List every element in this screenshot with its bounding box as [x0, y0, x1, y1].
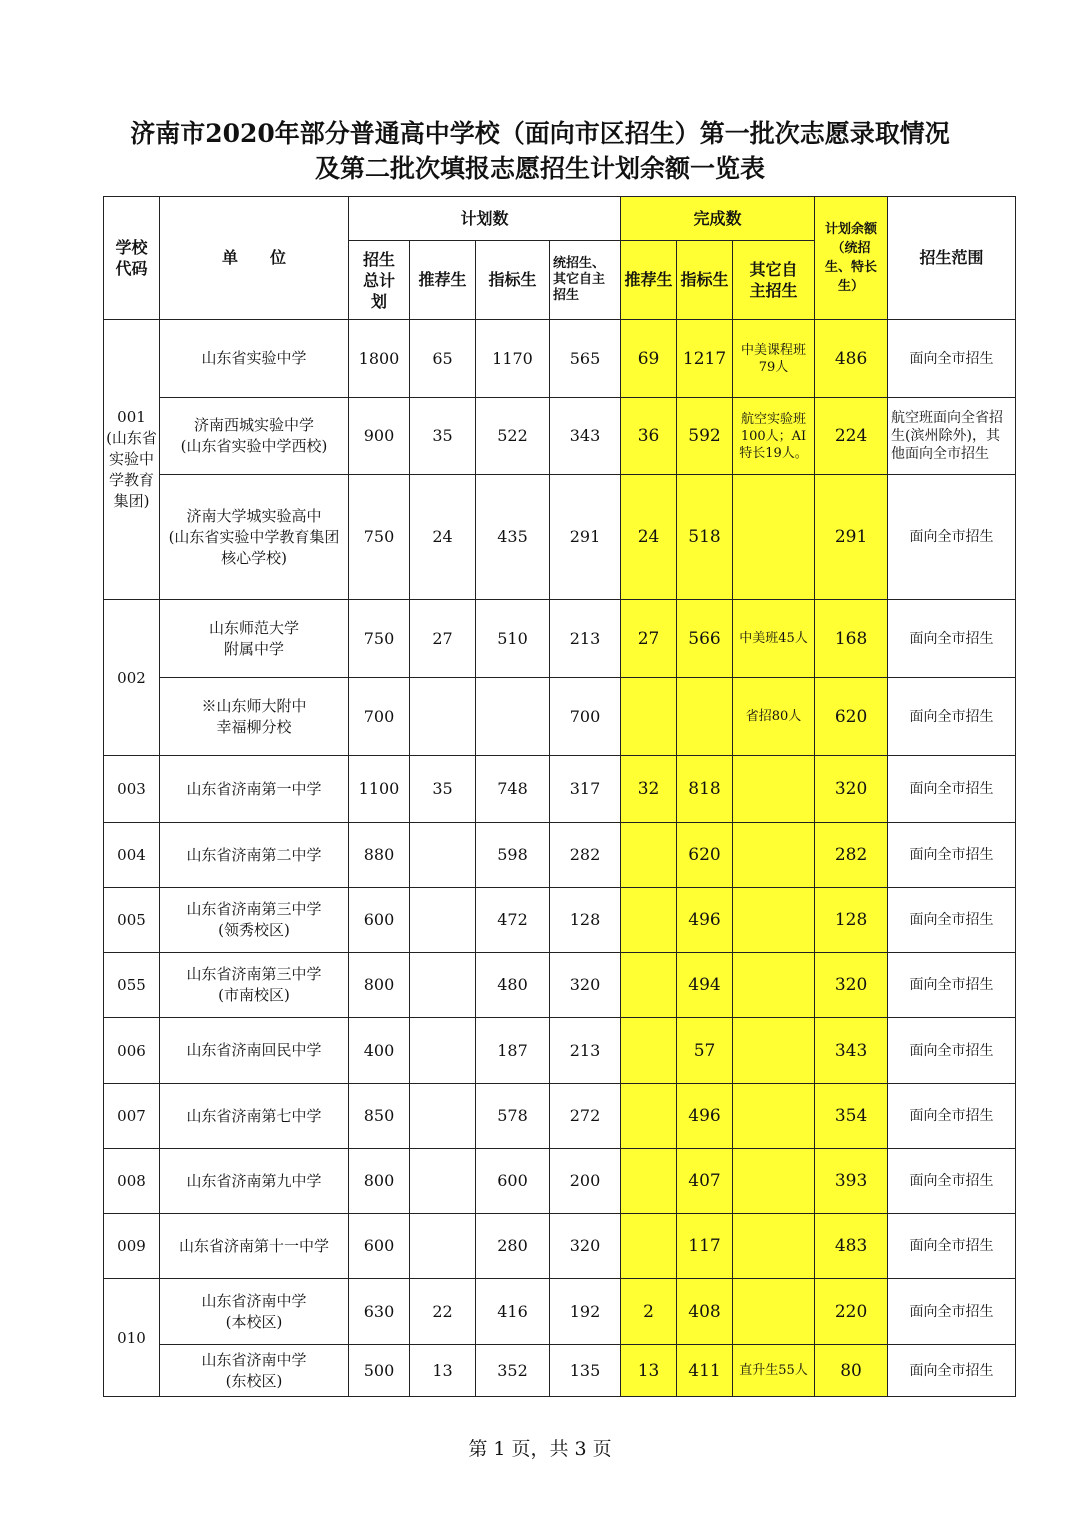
scope-cell: 面向全市招生: [888, 953, 1016, 1018]
plan-rec-cell: 13: [410, 1345, 476, 1397]
done-rec-cell: 13: [621, 1345, 677, 1397]
table-row: [104, 888, 1016, 953]
remain-cell: 282: [815, 823, 888, 888]
unit-cell: 山东师范大学 附属中学: [160, 600, 349, 678]
done-rec-cell: 32: [621, 756, 677, 823]
table-row: [104, 756, 1016, 823]
remain-cell: 320: [815, 756, 888, 823]
done-quota-cell: 592: [677, 398, 733, 475]
remain-cell: 80: [815, 1345, 888, 1397]
scope-cell: 面向全市招生: [888, 600, 1016, 678]
unit-cell: 山东省济南中学 (东校区): [160, 1345, 349, 1397]
plan-rec-cell: [410, 1084, 476, 1149]
header-unit: 单 位: [160, 197, 349, 320]
table-row: [104, 953, 1016, 1018]
plan-rec-cell: 35: [410, 756, 476, 823]
remain-cell: 224: [815, 398, 888, 475]
done-other-cell: [733, 888, 815, 953]
header-done-other: 其它自主招生: [733, 241, 815, 320]
scope-cell: 面向全市招生: [888, 1345, 1016, 1397]
done-quota-cell: 496: [677, 888, 733, 953]
done-quota-cell: 620: [677, 823, 733, 888]
plan-other-cell: 343: [550, 398, 621, 475]
plan-total-cell: 700: [349, 678, 410, 756]
plan-other-cell: 291: [550, 475, 621, 600]
remain-cell: 343: [815, 1018, 888, 1084]
plan-quota-cell: 748: [476, 756, 550, 823]
table-row: [104, 1279, 1016, 1345]
table-row: [104, 1018, 1016, 1084]
school-code-cell: 004: [104, 823, 160, 888]
done-quota-cell: 1217: [677, 320, 733, 398]
plan-total-cell: 750: [349, 475, 410, 600]
done-other-cell: [733, 823, 815, 888]
done-other-cell: [733, 1279, 815, 1345]
table-row: [104, 600, 1016, 678]
plan-total-cell: 1800: [349, 320, 410, 398]
page-title-line-1: 济南市2020年部分普通高中学校（面向市区招生）第一批次志愿录取情况: [130, 119, 950, 148]
scope-cell: 面向全市招生: [888, 823, 1016, 888]
plan-rec-cell: 27: [410, 600, 476, 678]
plan-total-cell: 900: [349, 398, 410, 475]
remain-cell: 168: [815, 600, 888, 678]
remain-cell: 128: [815, 888, 888, 953]
table-row: [104, 320, 1016, 398]
plan-rec-cell: [410, 1018, 476, 1084]
school-code-cell: 009: [104, 1214, 160, 1279]
remain-cell: 486: [815, 320, 888, 398]
done-rec-cell: [621, 1149, 677, 1214]
plan-total-cell: 880: [349, 823, 410, 888]
scope-cell: 航空班面向全省招生(滨州除外)，其他面向全市招生: [888, 398, 1016, 475]
remain-cell: 393: [815, 1149, 888, 1214]
header-plan-quota: 指标生: [476, 241, 550, 320]
done-rec-cell: [621, 953, 677, 1018]
header-remain: 计划余额（统招生、特长生）: [815, 197, 888, 320]
done-quota-cell: [677, 678, 733, 756]
header-code: 学校代码: [104, 197, 160, 320]
plan-rec-cell: [410, 888, 476, 953]
done-rec-cell: [621, 888, 677, 953]
unit-cell: 山东省济南第一中学: [160, 756, 349, 823]
scope-cell: 面向全市招生: [888, 888, 1016, 953]
admission-table: [103, 196, 1016, 1397]
header-plan-rec: 推荐生: [410, 241, 476, 320]
plan-total-cell: 750: [349, 600, 410, 678]
done-rec-cell: [621, 1084, 677, 1149]
done-rec-cell: [621, 1018, 677, 1084]
header-done-rec: 推荐生: [621, 241, 677, 320]
plan-quota-cell: 352: [476, 1345, 550, 1397]
unit-cell: 山东省济南第二中学: [160, 823, 349, 888]
plan-rec-cell: [410, 678, 476, 756]
plan-quota-cell: 472: [476, 888, 550, 953]
plan-other-cell: 272: [550, 1084, 621, 1149]
done-other-cell: [733, 1149, 815, 1214]
plan-quota-cell: 522: [476, 398, 550, 475]
school-code-cell: 003: [104, 756, 160, 823]
plan-other-cell: 700: [550, 678, 621, 756]
scope-cell: 面向全市招生: [888, 1279, 1016, 1345]
done-quota-cell: 518: [677, 475, 733, 600]
unit-cell: 山东省济南第三中学 (领秀校区): [160, 888, 349, 953]
plan-other-cell: 192: [550, 1279, 621, 1345]
scope-cell: 面向全市招生: [888, 1214, 1016, 1279]
plan-quota-cell: [476, 678, 550, 756]
done-rec-cell: 36: [621, 398, 677, 475]
remain-cell: 354: [815, 1084, 888, 1149]
plan-total-cell: 850: [349, 1084, 410, 1149]
plan-rec-cell: [410, 1214, 476, 1279]
unit-cell: 济南大学城实验高中 (山东省实验中学教育集团核心学校): [160, 475, 349, 600]
table-row: [104, 398, 1016, 475]
table-row: [104, 1084, 1016, 1149]
table-row: [104, 1345, 1016, 1397]
done-other-cell: [733, 1084, 815, 1149]
plan-quota-cell: 280: [476, 1214, 550, 1279]
plan-other-cell: 128: [550, 888, 621, 953]
remain-cell: 220: [815, 1279, 888, 1345]
header-plan-other: 统招生、其它自主招生: [550, 241, 621, 320]
header-done-quota: 指标生: [677, 241, 733, 320]
plan-quota-cell: 1170: [476, 320, 550, 398]
school-code-cell: 006: [104, 1018, 160, 1084]
plan-total-cell: 500: [349, 1345, 410, 1397]
done-rec-cell: [621, 823, 677, 888]
plan-rec-cell: 24: [410, 475, 476, 600]
done-quota-cell: 407: [677, 1149, 733, 1214]
plan-total-cell: 1100: [349, 756, 410, 823]
done-quota-cell: 411: [677, 1345, 733, 1397]
plan-rec-cell: [410, 823, 476, 888]
school-code-cell: 001 (山东省实验中学教育集团): [104, 320, 160, 600]
unit-cell: ※山东师大附中 幸福柳分校: [160, 678, 349, 756]
done-quota-cell: 494: [677, 953, 733, 1018]
done-other-cell: [733, 953, 815, 1018]
plan-total-cell: 800: [349, 1149, 410, 1214]
done-rec-cell: [621, 678, 677, 756]
table-row: [104, 678, 1016, 756]
remain-cell: 320: [815, 953, 888, 1018]
table-row: [104, 475, 1016, 600]
plan-quota-cell: 600: [476, 1149, 550, 1214]
plan-other-cell: 320: [550, 1214, 621, 1279]
done-quota-cell: 408: [677, 1279, 733, 1345]
done-rec-cell: 24: [621, 475, 677, 600]
plan-total-cell: 600: [349, 888, 410, 953]
done-quota-cell: 117: [677, 1214, 733, 1279]
done-quota-cell: 818: [677, 756, 733, 823]
plan-other-cell: 320: [550, 953, 621, 1018]
plan-quota-cell: 480: [476, 953, 550, 1018]
unit-cell: 山东省济南第七中学: [160, 1084, 349, 1149]
unit-cell: 山东省济南第十一中学: [160, 1214, 349, 1279]
header-plan-total: 招生总计划: [349, 241, 410, 320]
table-row: [104, 1149, 1016, 1214]
plan-rec-cell: [410, 1149, 476, 1214]
done-other-cell: 中美班45人: [733, 600, 815, 678]
page-title-line-2: 及第二批次填报志愿招生计划余额一览表: [314, 154, 765, 183]
unit-cell: 山东省济南第九中学: [160, 1149, 349, 1214]
plan-quota-cell: 510: [476, 600, 550, 678]
done-rec-cell: 27: [621, 600, 677, 678]
plan-rec-cell: 65: [410, 320, 476, 398]
plan-total-cell: 400: [349, 1018, 410, 1084]
done-other-cell: [733, 1018, 815, 1084]
plan-quota-cell: 416: [476, 1279, 550, 1345]
header-done: 完成数: [621, 197, 815, 241]
plan-other-cell: 213: [550, 600, 621, 678]
scope-cell: 面向全市招生: [888, 1084, 1016, 1149]
scope-cell: 面向全市招生: [888, 475, 1016, 600]
scope-cell: 面向全市招生: [888, 1018, 1016, 1084]
table-row: [104, 823, 1016, 888]
scope-cell: 面向全市招生: [888, 678, 1016, 756]
plan-total-cell: 800: [349, 953, 410, 1018]
table-row: [104, 1214, 1016, 1279]
plan-other-cell: 200: [550, 1149, 621, 1214]
unit-cell: 山东省实验中学: [160, 320, 349, 398]
plan-quota-cell: 435: [476, 475, 550, 600]
plan-total-cell: 600: [349, 1214, 410, 1279]
plan-other-cell: 565: [550, 320, 621, 398]
done-rec-cell: [621, 1214, 677, 1279]
school-code-cell: 005: [104, 888, 160, 953]
done-other-cell: 航空实验班100人；AI特长19人。: [733, 398, 815, 475]
remain-cell: 483: [815, 1214, 888, 1279]
done-other-cell: 直升生55人: [733, 1345, 815, 1397]
done-other-cell: [733, 1214, 815, 1279]
plan-total-cell: 630: [349, 1279, 410, 1345]
done-quota-cell: 57: [677, 1018, 733, 1084]
done-rec-cell: 69: [621, 320, 677, 398]
remain-cell: 291: [815, 475, 888, 600]
plan-quota-cell: 578: [476, 1084, 550, 1149]
scope-cell: 面向全市招生: [888, 320, 1016, 398]
unit-cell: 山东省济南回民中学: [160, 1018, 349, 1084]
school-code-cell: 010: [104, 1279, 160, 1397]
school-code-cell: 007: [104, 1084, 160, 1149]
header-scope: 招生范围: [888, 197, 1016, 320]
school-code-cell: 008: [104, 1149, 160, 1214]
header-plan: 计划数: [349, 197, 621, 241]
scope-cell: 面向全市招生: [888, 756, 1016, 823]
unit-cell: 山东省济南中学 (本校区): [160, 1279, 349, 1345]
done-other-cell: 中美课程班79人: [733, 320, 815, 398]
plan-other-cell: 282: [550, 823, 621, 888]
done-quota-cell: 496: [677, 1084, 733, 1149]
scope-cell: 面向全市招生: [888, 1149, 1016, 1214]
plan-rec-cell: 35: [410, 398, 476, 475]
plan-other-cell: 213: [550, 1018, 621, 1084]
remain-cell: 620: [815, 678, 888, 756]
plan-quota-cell: 187: [476, 1018, 550, 1084]
plan-other-cell: 317: [550, 756, 621, 823]
plan-rec-cell: [410, 953, 476, 1018]
school-code-cell: 002: [104, 600, 160, 756]
unit-cell: 山东省济南第三中学 (市南校区): [160, 953, 349, 1018]
plan-quota-cell: 598: [476, 823, 550, 888]
done-rec-cell: 2: [621, 1279, 677, 1345]
done-other-cell: [733, 756, 815, 823]
plan-rec-cell: 22: [410, 1279, 476, 1345]
done-other-cell: [733, 475, 815, 600]
plan-other-cell: 135: [550, 1345, 621, 1397]
school-code-cell: 055: [104, 953, 160, 1018]
done-other-cell: 省招80人: [733, 678, 815, 756]
done-quota-cell: 566: [677, 600, 733, 678]
unit-cell: 济南西城实验中学 (山东省实验中学西校): [160, 398, 349, 475]
page-footer: 第 1 页，共 3 页: [468, 1438, 612, 1460]
